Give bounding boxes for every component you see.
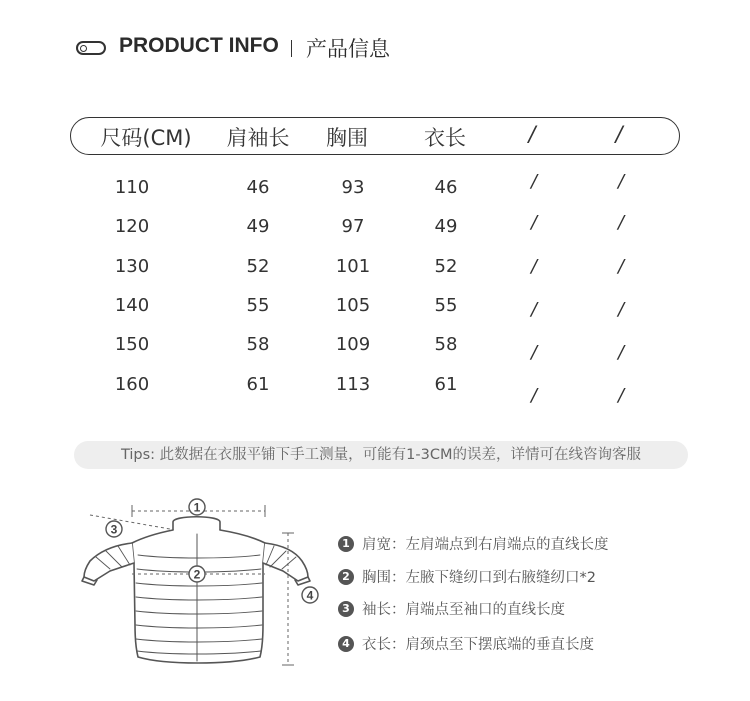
column-header-chest: 胸围 bbox=[326, 126, 368, 150]
legend-text: 肩宽：左肩端点到右肩端点的直线长度 bbox=[362, 537, 609, 553]
table-cell: 120 bbox=[114, 216, 150, 237]
legend-item-sleeve bbox=[338, 598, 565, 620]
table-cell: 113 bbox=[335, 374, 371, 395]
tips-note: Tips: 此数据在衣服平铺下手工测量，可能有1-3CM的误差，详情可在线咨询客服 bbox=[74, 441, 688, 469]
header-title-cn: 产品信息 bbox=[306, 37, 390, 61]
table-cell: 105 bbox=[335, 295, 371, 316]
legend-number: 4 bbox=[338, 636, 354, 652]
table-cell: 49 bbox=[246, 216, 270, 237]
column-header-length: 衣长 bbox=[424, 126, 466, 150]
column-header-sleeve: 肩袖长 bbox=[226, 126, 290, 150]
table-cell: 150 bbox=[114, 334, 150, 355]
marker-4: 4 bbox=[306, 588, 314, 603]
table-cell: 160 bbox=[114, 374, 150, 395]
table-cell: / bbox=[530, 212, 538, 233]
table-cell: 130 bbox=[114, 256, 150, 277]
table-cell: 55 bbox=[434, 295, 458, 316]
table-cell: / bbox=[530, 299, 538, 320]
table-cell: / bbox=[617, 342, 625, 363]
legend-item-length bbox=[338, 633, 594, 655]
table-cell: 93 bbox=[341, 177, 365, 198]
table-cell: 61 bbox=[246, 374, 270, 395]
toggle-icon bbox=[76, 41, 106, 55]
table-cell: 61 bbox=[434, 374, 458, 395]
jacket-measurement-diagram bbox=[70, 485, 335, 690]
table-cell: 109 bbox=[335, 334, 371, 355]
table-cell: 110 bbox=[114, 177, 150, 198]
table-cell: 46 bbox=[434, 177, 458, 198]
table-cell: / bbox=[617, 212, 625, 233]
table-cell: / bbox=[617, 171, 625, 192]
table-cell: / bbox=[617, 385, 625, 406]
table-cell: 46 bbox=[246, 177, 270, 198]
marker-3: 3 bbox=[110, 522, 118, 537]
table-cell: 97 bbox=[341, 216, 365, 237]
table-cell: 58 bbox=[434, 334, 458, 355]
table-cell: / bbox=[617, 299, 625, 320]
table-cell: / bbox=[530, 342, 538, 363]
table-cell: 140 bbox=[114, 295, 150, 316]
table-cell: 101 bbox=[335, 256, 371, 277]
table-cell: / bbox=[530, 171, 538, 192]
legend-item-chest bbox=[338, 566, 596, 588]
legend-number: 3 bbox=[338, 601, 354, 617]
table-cell: / bbox=[530, 385, 538, 406]
legend-text: 胸围：左腋下缝纫口到右腋缝纫口*2 bbox=[362, 570, 596, 586]
table-cell: 52 bbox=[246, 256, 270, 277]
marker-2: 2 bbox=[193, 567, 201, 582]
legend-text: 袖长：肩端点至袖口的直线长度 bbox=[362, 602, 565, 618]
column-header-empty-2: / bbox=[615, 122, 623, 146]
legend-number: 2 bbox=[338, 569, 354, 585]
column-header-empty-1: / bbox=[528, 122, 536, 146]
marker-1: 1 bbox=[193, 500, 201, 515]
table-cell: / bbox=[617, 256, 625, 277]
table-cell: / bbox=[530, 256, 538, 277]
header-title: PRODUCT INFO bbox=[119, 34, 279, 57]
header-divider bbox=[291, 40, 292, 57]
table-cell: 55 bbox=[246, 295, 270, 316]
table-cell: 52 bbox=[434, 256, 458, 277]
legend-item-shoulder bbox=[338, 533, 609, 555]
column-header-size: 尺码(CM) bbox=[100, 126, 192, 150]
legend-text: 衣长：肩颈点至下摆底端的垂直长度 bbox=[362, 637, 594, 653]
legend-number: 1 bbox=[338, 536, 354, 552]
table-cell: 49 bbox=[434, 216, 458, 237]
table-cell: 58 bbox=[246, 334, 270, 355]
